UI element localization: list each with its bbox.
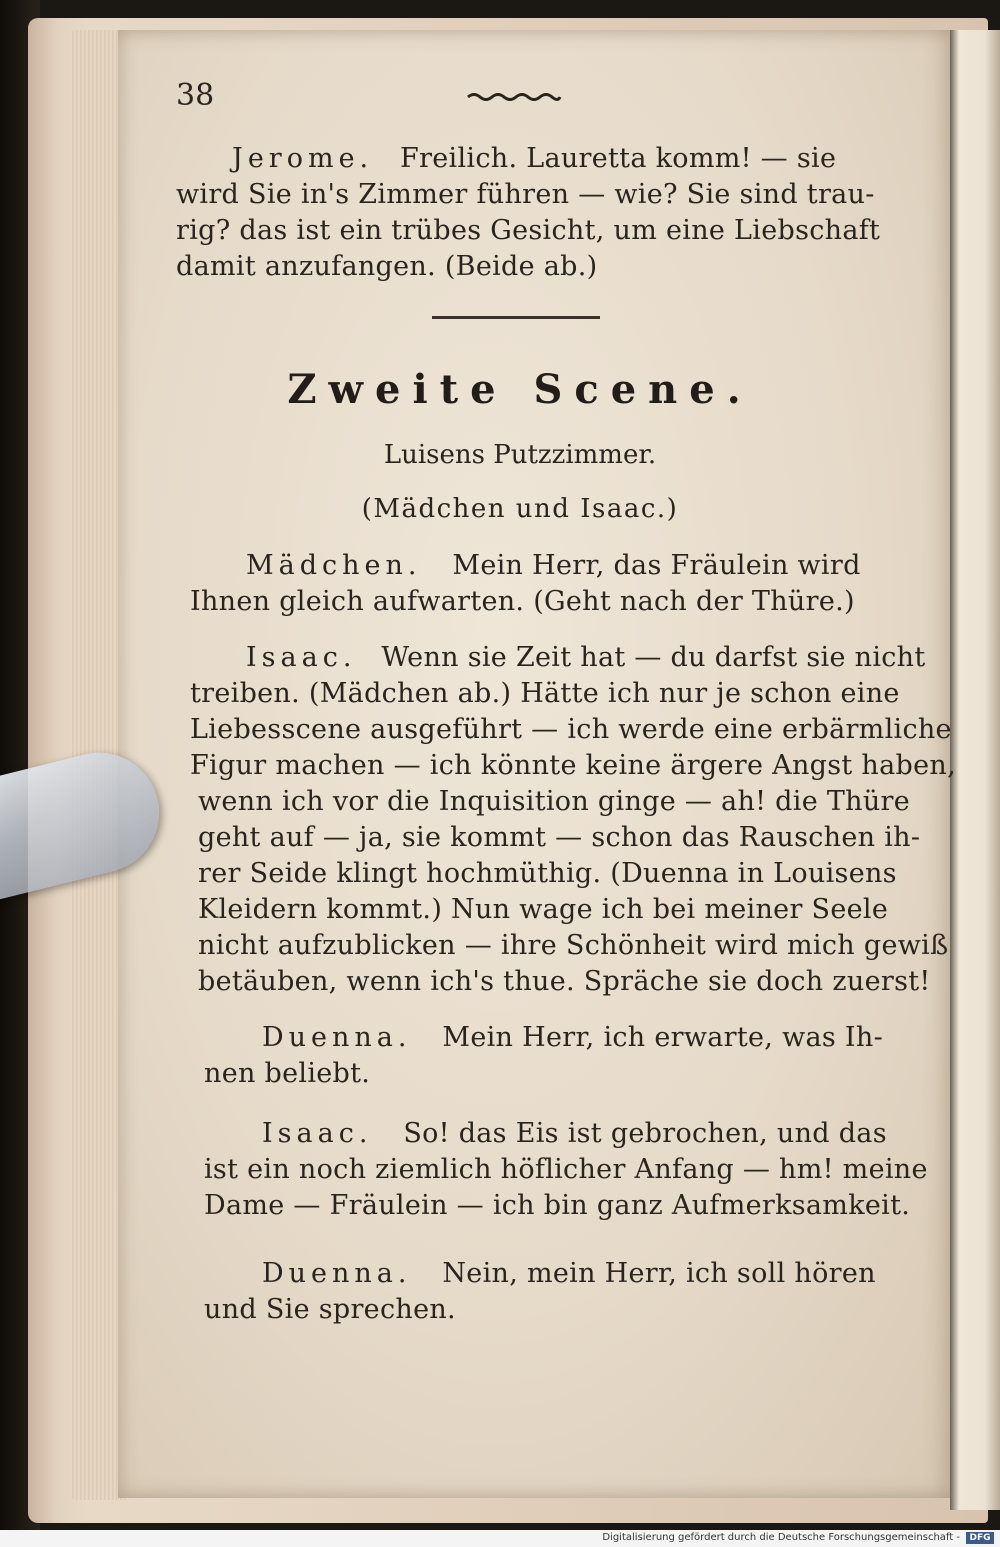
speaker-name: Isaac. — [246, 642, 357, 673]
speaker-name: Duenna. — [262, 1258, 412, 1289]
speech-line — [232, 141, 836, 177]
speech-text: Wenn sie Zeit hat — du darfst sie nicht — [381, 642, 926, 673]
page-number: 38 — [176, 78, 215, 113]
speech-line — [262, 1116, 887, 1152]
speech-line: Liebesscene ausgeführt — ich werde eine erbärmliche — [190, 714, 952, 745]
speech-line: damit anzufangen. (Beide ab.) — [176, 251, 598, 282]
speech-text: Freilich. Lauretta komm! — sie — [400, 143, 837, 174]
speech-line: Dame — Fräulein — ich bin ganz Aufmerksamkeit. — [204, 1190, 911, 1221]
speech-line: Figur machen — ich könnte keine ärgere Angst haben, — [190, 750, 956, 781]
speech-text: Mein Herr, ich erwarte, was Ih- — [442, 1022, 883, 1053]
speech-line: rig? das ist ein trübes Gesicht, um eine Liebschaft — [176, 215, 881, 246]
speech-line: Ihnen gleich aufwarten. (Geht nach der Thüre.) — [190, 586, 855, 617]
speech-line: wenn ich vor die Inquisition ginge — ah! die Thüre — [198, 786, 911, 817]
speech-line: nicht aufzublicken — ihre Schönheit wird mich gewiß — [198, 930, 949, 961]
speech-line: rer Seide klingt hochmüthig. (Duenna in Louisens — [198, 858, 897, 889]
scene-location: Luisens Putzzimmer. — [383, 440, 657, 470]
speech-line — [246, 548, 861, 584]
dfg-logo: DFG — [966, 1532, 994, 1544]
footer-credit: Digitalisierung gefördert durch die Deutsche Forschungsgemeinschaft - — [602, 1532, 960, 1543]
section-divider — [432, 316, 600, 319]
scene-title: Zweite Scene. — [287, 366, 753, 413]
speaker-name: Jerome. — [232, 143, 374, 174]
speech-line: ist ein noch ziemlich höflicher Anfang — hm! meine — [204, 1154, 928, 1185]
speaker-name: Isaac. — [262, 1118, 373, 1149]
header-ornament — [466, 92, 562, 102]
speaker-name: Duenna. — [262, 1022, 412, 1053]
speech-text: So! das Eis ist gebrochen, und das — [403, 1118, 887, 1149]
speech-line: betäuben, wenn ich's thue. Spräche sie doch zuerst! — [198, 966, 931, 997]
speech-line: wird Sie in's Zimmer führen — wie? Sie sind trau- — [176, 179, 875, 210]
speech-text: Nein, mein Herr, ich soll hören — [442, 1258, 876, 1289]
page-right-edge — [950, 30, 1000, 1510]
speech-line: nen beliebt. — [204, 1058, 371, 1089]
speech-line — [246, 640, 926, 676]
speech-line: Kleidern kommt.) Nun wage ich bei meiner Seele — [198, 894, 889, 925]
speech-line: geht auf — ja, sie kommt — schon das Rauschen ih- — [198, 822, 921, 853]
speech-line: und Sie sprechen. — [204, 1294, 456, 1325]
scene-characters: (Mädchen und Isaac.) — [361, 494, 679, 524]
speech-line: treiben. (Mädchen ab.) Hätte ich nur je schon eine — [190, 678, 900, 709]
speech-line — [262, 1256, 876, 1292]
speaker-name: Mädchen. — [246, 550, 422, 581]
speech-text: Mein Herr, das Fräulein wird — [452, 550, 861, 581]
speech-line — [262, 1020, 883, 1056]
